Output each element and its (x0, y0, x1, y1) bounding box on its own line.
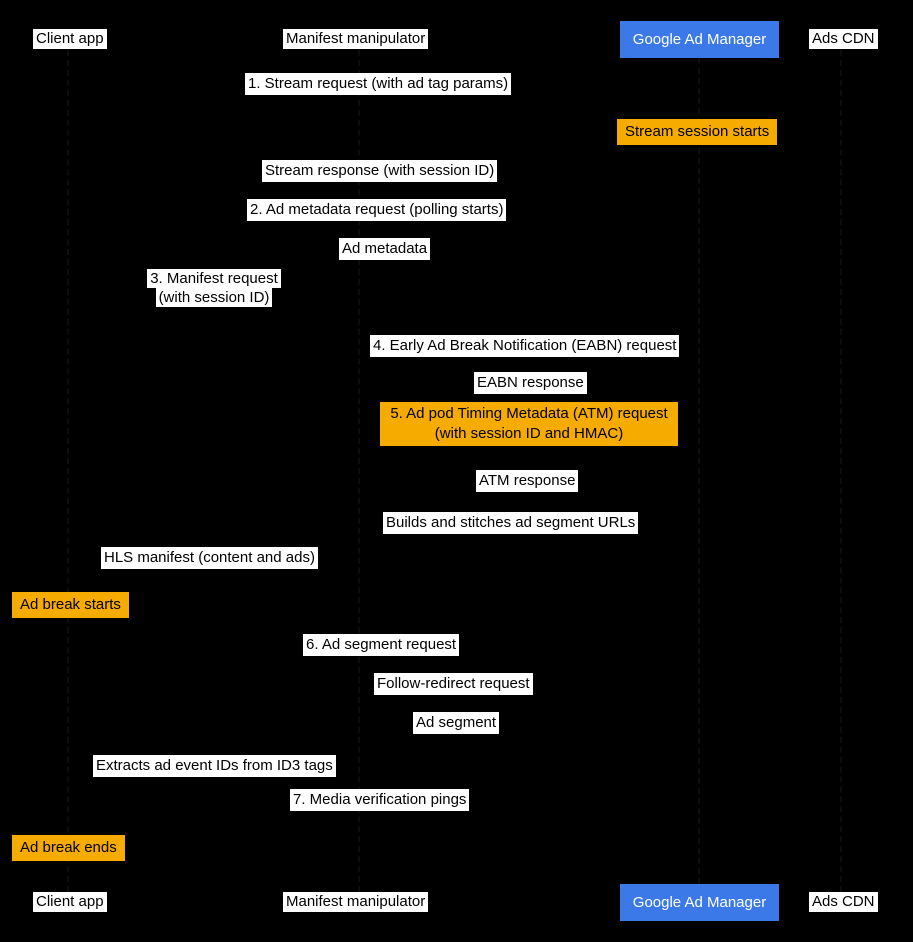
actor-client-app-top: Client app (33, 29, 107, 49)
msg-atm-request-line2: (with session ID and HMAC) (434, 425, 624, 442)
msg-ad-segment: Ad segment (413, 712, 499, 734)
msg-ad-metadata-request: 2. Ad metadata request (polling starts) (247, 199, 506, 221)
note-builds-stitches: Builds and stitches ad segment URLs (383, 512, 638, 534)
msg-follow-redirect-request: Follow-redirect request (374, 673, 533, 695)
note-extracts-id3: Extracts ad event IDs from ID3 tags (93, 755, 336, 777)
msg-media-verification-pings: 7. Media verification pings (290, 789, 469, 811)
actor-ads-cdn-bottom: Ads CDN (809, 892, 878, 912)
msg-manifest-request (144, 269, 284, 307)
msg-stream-response: Stream response (with session ID) (262, 160, 497, 182)
actor-manifest-manipulator-bottom: Manifest manipulator (283, 892, 428, 912)
actor-manifest-manipulator-top: Manifest manipulator (283, 29, 428, 49)
msg-stream-request: 1. Stream request (with ad tag params) (245, 73, 511, 95)
actor-google-ad-manager-top: Google Ad Manager (620, 21, 779, 58)
note-ad-break-starts: Ad break starts (12, 592, 129, 618)
msg-atm-response: ATM response (476, 470, 578, 492)
msg-ad-segment-request: 6. Ad segment request (303, 634, 459, 656)
msg-ad-metadata: Ad metadata (339, 238, 430, 260)
lifeline-ads-cdn (840, 50, 842, 892)
lifeline-client-app (67, 50, 69, 892)
note-ad-break-ends: Ad break ends (12, 835, 125, 861)
actor-ads-cdn-top: Ads CDN (809, 29, 878, 49)
msg-manifest-request-line1: 3. Manifest request (147, 269, 281, 288)
msg-hls-manifest: HLS manifest (content and ads) (101, 547, 318, 569)
msg-manifest-request-line2: (with session ID) (156, 288, 273, 307)
note-stream-session-starts: Stream session starts (617, 119, 777, 145)
lifeline-google-ad-manager (698, 58, 700, 884)
msg-atm-request-line1: 5. Ad pod Timing Metadata (ATM) request (390, 405, 668, 422)
actor-google-ad-manager-bottom: Google Ad Manager (620, 884, 779, 921)
msg-atm-request (380, 402, 678, 446)
msg-eabn-request: 4. Early Ad Break Notification (EABN) request (370, 335, 679, 357)
actor-client-app-bottom: Client app (33, 892, 107, 912)
msg-eabn-response: EABN response (474, 372, 587, 394)
